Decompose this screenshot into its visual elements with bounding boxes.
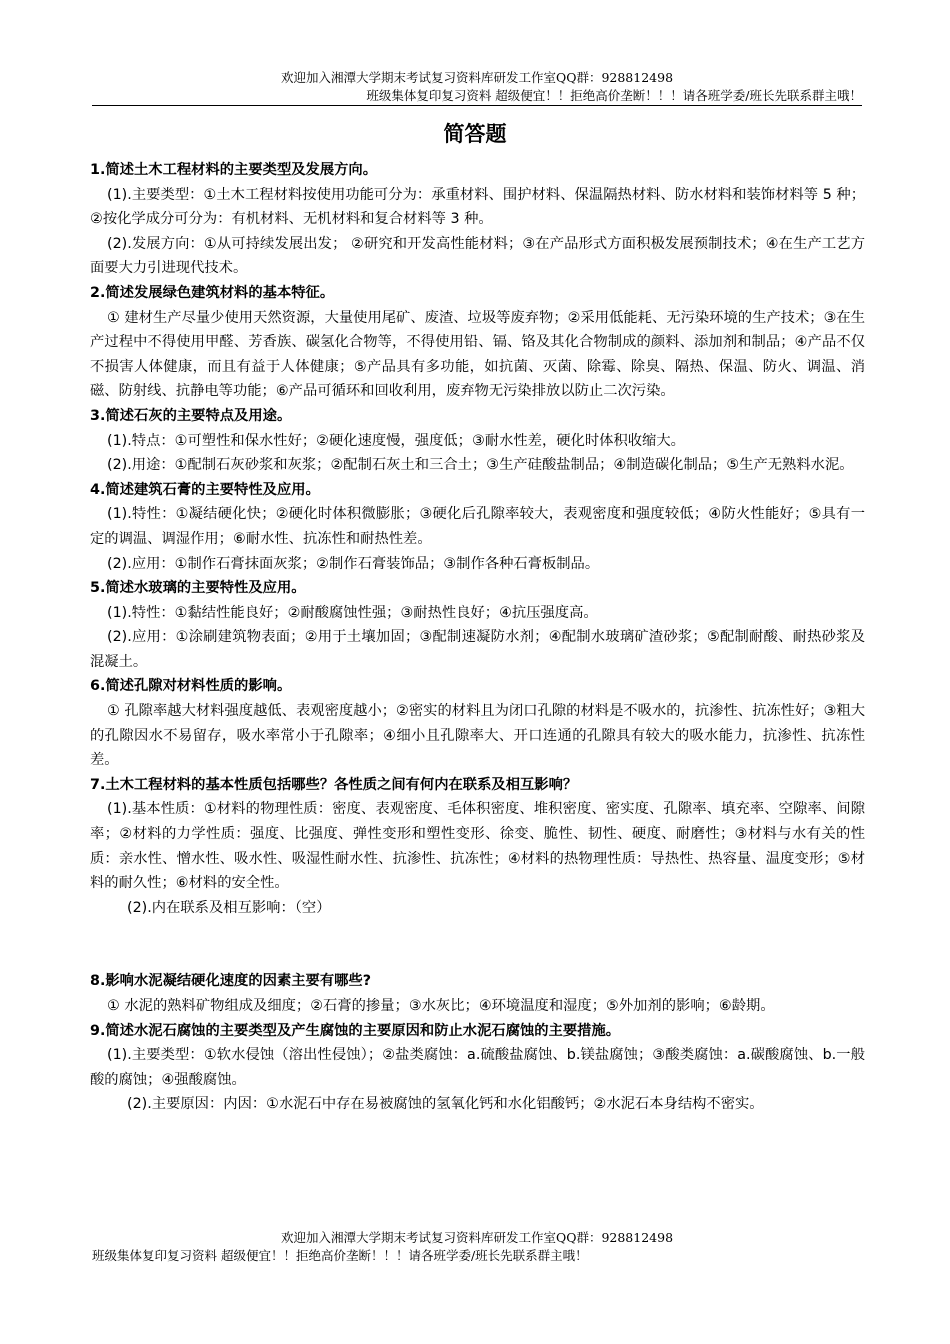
answer-9-part-2: (2).主要原因：内因：①水泥石中存在易被腐蚀的氢氧化钙和水化铝酸钙；②水泥石本身结构不密实。 — [127, 1096, 764, 1113]
answer-1-part-2: (2).发展方向：①从可持续发展出发； ②研究和开发高性能材料；③在产品形式方面积极发展预制技术；④在生产工艺方面要大力引进现代技术。 — [90, 235, 865, 277]
question-4: 4.简述建筑石膏的主要特性及应用。 — [90, 481, 320, 498]
header-line-2: 班级集体复印复习资料 超级便宜！！拒绝高价垄断！！！请各班学委/班长先联系群主哦！ — [366, 88, 862, 103]
header-line-1: 欢迎加入湘潭大学期末考试复习资料库研发工作室QQ群：928812498 — [280, 70, 674, 85]
question-3: 3.简述石灰的主要特点及用途。 — [90, 407, 292, 424]
answer-7-part-1: (1).基本性质：①材料的物理性质：密度、表观密度、毛体积密度、堆积密度、密实度、孔隙率、填充率、空隙率、间隙率；②材料的力学性质：强度、比强度、弹性变形和塑性变形、徐变、脆性、韧性、硬度、耐磨性；③材料与水有关的性质：亲水性、憎水性、吸水性、吸湿性耐水性、抗渗性、抗冻性；④材料的热物理性质：导热性、热容量、温度变形；⑤材料的耐久性；⑥材料的安全性。 — [90, 801, 865, 892]
answer-3-part-2: (2).用途：①配制石灰砂浆和灰浆；②配制石灰土和三合土；③生产硅酸盐制品；④制造碳化制品；⑤生产无熟料水泥。 — [107, 457, 854, 474]
footer-line-2: 班级集体复印复习资料 超级便宜！！拒绝高价垄断！！！请各班学委/班长先联系群主哦！ — [92, 1248, 588, 1263]
question-8: 8.影响水泥凝结硬化速度的因素主要有哪些? — [90, 973, 372, 990]
answer-6: ① 孔隙率越大材料强度越低、表观密度越小；②密实的材料且为闭口孔隙的材料是不吸水的，抗渗性、抗冻性好；③粗大的孔隙因水不易留存，吸水率常小于孔隙率；④细小且孔隙率大、开口连通的孔隙具有较大的吸水能力，抗渗性、抗冻性差。 — [90, 703, 865, 769]
answer-5-part-2: (2).应用：①涂刷建筑物表面；②用于土壤加固；③配制速凝防水剂；④配制水玻璃矿渣砂浆；⑤配制耐酸、耐热砂浆及混凝土。 — [90, 629, 865, 670]
answer-4-part-1: (1).特性：①凝结硬化快；②硬化时体积微膨胀；③硬化后孔隙率较大，表观密度和强度较低；④防火性能好；⑤具有一定的调温、调湿作用；⑥耐水性、抗冻性和耐热性差。 — [90, 506, 865, 547]
footer-line-1: 欢迎加入湘潭大学期末考试复习资料库研发工作室QQ群：928812498 — [280, 1230, 674, 1245]
question-5: 5.简述水玻璃的主要特性及应用。 — [90, 580, 306, 597]
question-7: 7.土木工程材料的基本性质包括哪些？各性质之间有何内在联系及相互影响？ — [90, 776, 578, 793]
answer-7-part-2: (2).内在联系及相互影响：（空） — [127, 899, 331, 916]
answer-4-part-2: (2).应用：①制作石膏抹面灰浆；②制作石膏装饰品；③制作各种石膏板制品。 — [107, 555, 600, 572]
answer-5-part-1: (1).特性：①黏结性能良好；②耐酸腐蚀性强；③耐热性良好；④抗压强度高。 — [107, 604, 598, 621]
answer-9-part-1: (1).主要类型：①软水侵蚀（溶出性侵蚀）；②盐类腐蚀：a.硫酸盐腐蚀、b.镁盐腐蚀；③酸类腐蚀：a.碳酸腐蚀、b.一般酸的腐蚀；④强酸腐蚀。 — [90, 1047, 865, 1088]
answer-8: ① 水泥的熟料矿物组成及细度；②石膏的掺量；③水灰比；④环境温度和湿度；⑤外加剂的影响；⑥龄期。 — [107, 998, 775, 1014]
blank-space — [90, 920, 865, 969]
answer-2: ① 建材生产尽量少使用天然资源，大量使用尾矿、废渣、垃圾等废弃物；②采用低能耗、无污染环境的生产技术；③在生产过程中不得使用甲醛、芳香族、碳氢化合物等，不得使用铅、镉、铬及其化合物制成的颜料、添加剂和制品；④产品不仅不损害人体健康，而且有益于人体健康；⑤产品具有多功能，如抗菌、灭菌、除霉、除臭、隔热、保温、防火、调温、消磁、防射线、抗静电等功能；⑥产品可循环和回收利用，废弃物无污染排放以防止二次污染。 — [90, 309, 865, 400]
header-divider — [92, 105, 862, 106]
question-2: 2.简述发展绿色建筑材料的基本特征。 — [90, 284, 335, 301]
page-title: 简答题 — [443, 122, 507, 146]
answer-3-part-1: (1).特点：①可塑性和保水性好；②硬化速度慢，强度低；③耐水性差，硬化时体积收缩大。 — [107, 432, 685, 449]
question-1: 1.简述土木工程材料的主要类型及发展方向。 — [90, 162, 378, 178]
answer-1-part-1: (1).主要类型：①土木工程材料按使用功能可分为：承重材料、围护材料、保温隔热材料、防水材料和装饰材料等 5 种；②按化学成分可分为：有机材料、无机材料和复合材料等 3 种。 — [90, 186, 865, 228]
document-body — [90, 158, 865, 1117]
question-9: 9.简述水泥石腐蚀的主要类型及产生腐蚀的主要原因和防止水泥石腐蚀的主要措施。 — [90, 1022, 621, 1039]
question-6: 6.简述孔隙对材料性质的影响。 — [90, 678, 292, 695]
